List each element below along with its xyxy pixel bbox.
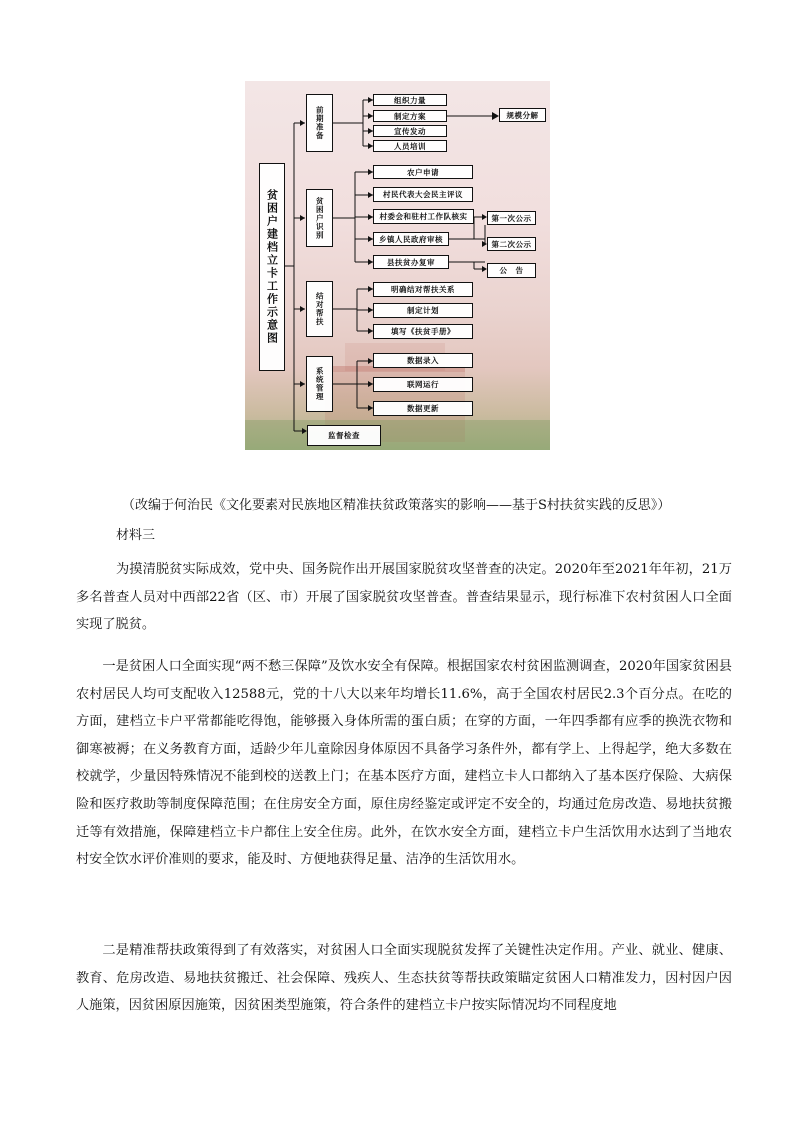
prep-item: 组织力量	[373, 94, 447, 106]
material-label: 材料三	[116, 528, 156, 543]
identify-item: 村民代表大会民主评议	[373, 187, 473, 202]
stage-supervision: 监督检查	[307, 425, 381, 446]
workflow-diagram	[245, 81, 550, 450]
paragraph	[76, 556, 732, 639]
first-notice: 第一次公示	[487, 211, 536, 225]
announcement: 公 告	[487, 263, 536, 278]
system-item: 数据录入	[373, 353, 473, 368]
prep-item: 宣传发动	[373, 125, 447, 137]
paragraph: 一是贫困人口全面实现“两不愁三保障”及饮水安全有保障。根据国家农村贫困监测调查，2020年国家贫困县农村居民人均可支配收入12588元，党的十八大以来年均增长11.6%，高于全国农村居民2.3个百分点。在吃的方面，建档立卡户平常都能吃得饱，能够摄入身体所需的蛋白质；在穿的方面，一年四季都有应季的换洗衣物和御寒被褥；在义务教育方面，适龄少年儿童除因身体原因不具备学习条件外，都有学上、上得起学，绝大多数在校就学，少量因特殊情况不能到校的送教上门；在基本医疗方面，建档立卡人口都纳入了基本医疗保险、大病保险和医疗救助等制度保障范围；在住房安全方面，原住房经鉴定或评定不安全的，均通过危房改造、易地扶贫搬迁等有效措施，保障建档立卡户都住上安全住房。此外，在饮水安全方面，建档立卡户生活饮用水达到了当地农村安全饮水评价准则的要求，能及时、方便地获得足量、洁净的生活饮用水。	[76, 659, 732, 868]
second-notice: 第二次公示	[487, 237, 536, 251]
stage-pairing: 结对帮扶	[306, 281, 333, 337]
pairing-item: 制定计划	[373, 303, 473, 318]
stage-system: 系统管理	[306, 356, 333, 412]
figure-caption: （改编于何治民《文化要素对民族地区精准扶贫政策落实的影响——基于S村扶贫实践的反思》）	[122, 498, 671, 513]
scale-breakdown: 规模分解	[499, 108, 546, 122]
pairing-item: 填写《扶贫手册》	[373, 324, 473, 339]
identify-item: 农户申请	[373, 165, 473, 179]
prep-item: 人员培训	[373, 140, 447, 152]
stage-identify: 贫困户识别	[306, 189, 333, 247]
prep-item: 制定方案	[373, 110, 447, 122]
system-item: 数据更新	[373, 401, 473, 416]
identify-item: 县扶贫办复审	[373, 255, 449, 269]
paragraph: 二是精准帮扶政策得到了有效落实，对贫困人口全面实现脱贫发挥了关键性决定作用。产业、就业、健康、教育、危房改造、易地扶贫搬迁、社会保障、残疾人、生态扶贫等帮扶政策瞄定贫困人口精准发力，因村因户因人施策，因贫困原因施策，因贫困类型施策，符合条件的建档立卡户按实际情况均不同程度地	[76, 943, 732, 1014]
diagram-title: 贫困户建档立卡工作示意图	[259, 163, 285, 371]
identify-item: 乡镇人民政府审核	[373, 232, 449, 246]
system-item: 联网运行	[373, 377, 473, 392]
paragraph-text: 为摸清脱贫实际成效，党中央、国务院作出开展国家脱贫攻坚普查的决定。2020年至2021年年初，21万多名普查人员对中西部22省（区、市）开展了国家脱贫攻坚普查。普查结果显示，现行标准下农村贫困人口全面实现了脱贫。	[76, 562, 732, 633]
stage-prep: 前期准备	[306, 94, 333, 152]
pairing-item: 明确结对帮扶关系	[373, 282, 473, 297]
identify-item: 村委会和驻村工作队核实	[373, 209, 474, 224]
